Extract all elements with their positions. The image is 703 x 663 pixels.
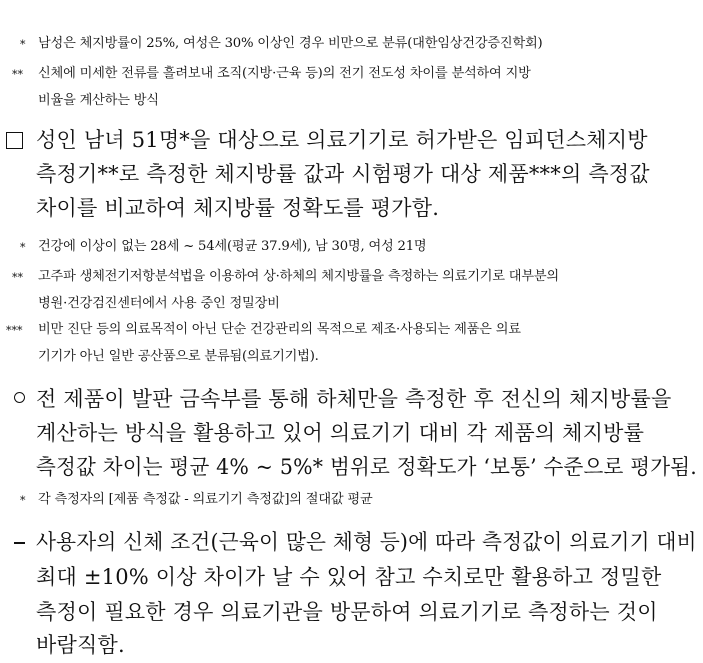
section1-line: 차이를 비교하여 체지방률 정확도를 평가함.: [36, 196, 440, 220]
section3-line: 사용자의 신체 조건(근육이 많은 체형 등)에 따라 측정값이 의료기기 대비: [36, 530, 697, 554]
note-line: 비율을 계산하는 방식: [38, 93, 159, 108]
section3-line: 최대 ±10% 이상 차이가 날 수 있어 참고 수치로만 활용하고 정밀한: [36, 565, 662, 589]
circle-bullet-icon: [14, 392, 25, 403]
section1-line: 성인 남녀 51명*을 대상으로 의료기기로 허가받은 임피던스체지방: [36, 128, 648, 152]
note-marker: *: [20, 38, 26, 51]
section3-line: 측정이 필요한 경우 의료기관을 방문하여 의료기기로 측정하는 것이: [36, 600, 658, 624]
note-marker: *: [20, 241, 26, 254]
section1-line: 측정기**로 측정한 체지방률 값과 시험평가 대상 제품***의 측정값: [36, 162, 650, 186]
note-marker: **: [12, 68, 23, 81]
note-marker: ***: [6, 324, 23, 337]
checkbox-square-bullet-icon: [6, 132, 23, 149]
dash-bullet-icon: [14, 542, 25, 544]
section3-line: 바람직함.: [36, 633, 125, 657]
section2-line: 전 제품이 발판 금속부를 통해 하체만을 측정한 후 전신의 체지방률을: [36, 387, 672, 411]
note-line: 각 측정자의 [제품 측정값 - 의료기기 측정값]의 절대값 평균: [38, 492, 373, 507]
section2-line: 계산하는 방식을 활용하고 있어 의료기기 대비 각 제품의 체지방률: [36, 421, 645, 445]
note-line: 병원·건강검진센터에서 사용 중인 정밀장비: [38, 296, 280, 311]
note-line: 고주파 생체전기저항분석법을 이용하여 상·하체의 체지방률을 측정하는 의료기기로 대부분의: [38, 269, 559, 284]
note-line: 기기가 아닌 일반 공산품으로 분류됨(의료기기법).: [38, 349, 319, 364]
note-marker: *: [20, 494, 26, 507]
note-line: 비만 진단 등의 의료목적이 아닌 단순 건강관리의 목적으로 제조·사용되는 제품은 의료: [38, 322, 521, 337]
note-line: 신체에 미세한 전류를 흘려보내 조직(지방·근육 등)의 전기 전도성 차이를 분석하여 지방: [38, 66, 531, 81]
note-line: 남성은 체지방률이 25%, 여성은 30% 이상인 경우 비만으로 분류(대한임상건강증진학회): [38, 36, 543, 51]
note-line: 건강에 이상이 없는 28세 ~ 54세(평균 37.9세), 남 30명, 여성 21명: [38, 239, 427, 254]
section2-line: 측정값 차이는 평균 4% ~ 5%* 범위로 정확도가 ‘보통’ 수준으로 평가됨.: [36, 455, 697, 479]
note-marker: **: [12, 271, 23, 284]
